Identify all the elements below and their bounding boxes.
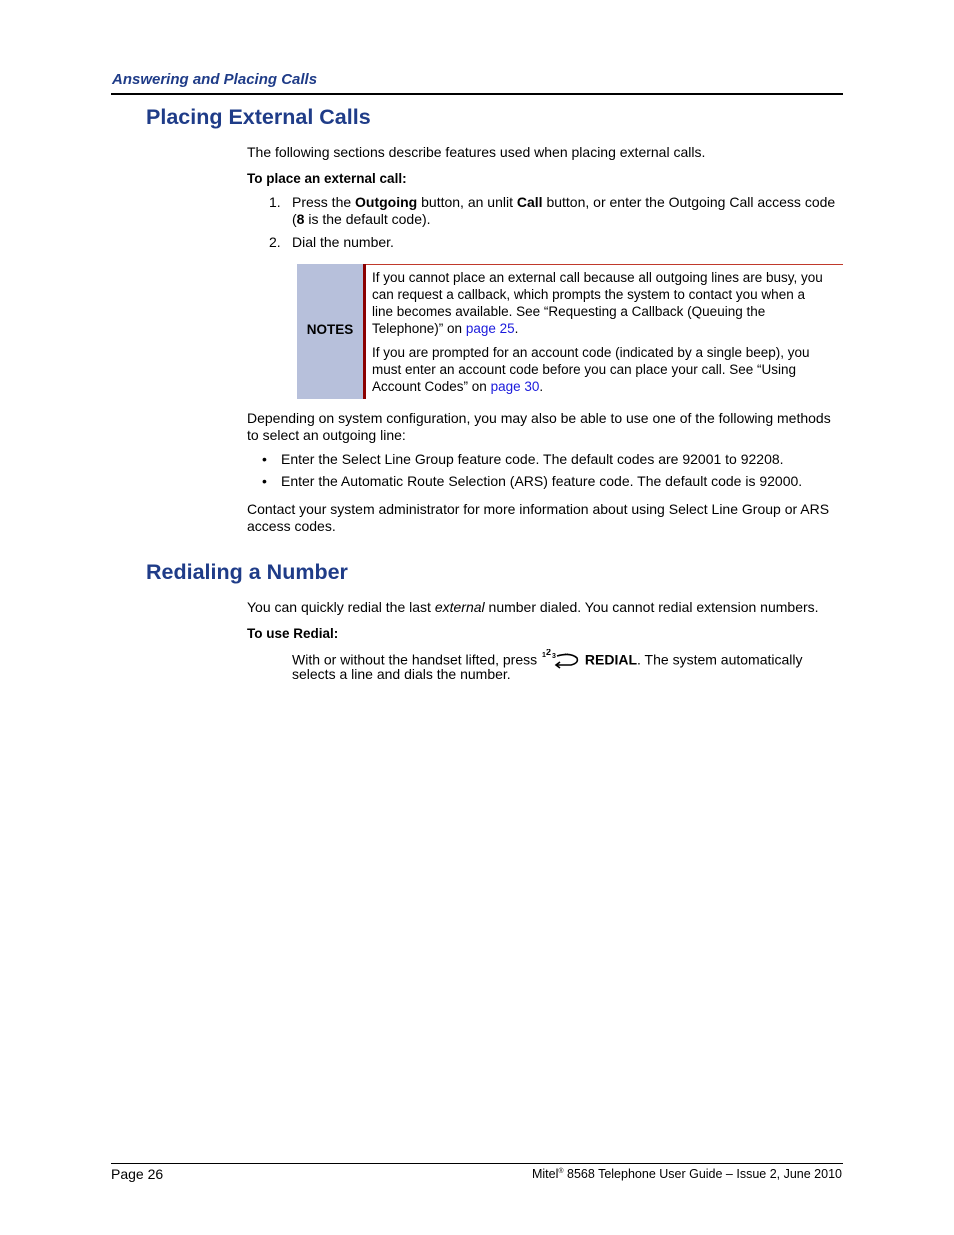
footer-title: Mitel® 8568 Telephone User Guide – Issue 2, June 2010 (531, 1167, 842, 1181)
footer-rule (111, 1163, 843, 1164)
svg-text:2: 2 (546, 649, 552, 657)
notes-label: NOTES (306, 322, 354, 337)
notes-divider (363, 264, 366, 399)
bullet-marker: • (262, 473, 267, 489)
note-1: If you cannot place an external call because all outgoing lines are busy, you can request a callback, which prompts the system to contact you when a line becomes available. See “Requesting a Callback (Queuing the Telephone)” on page 25. (372, 270, 823, 336)
svg-text:3: 3 (552, 653, 556, 660)
header-rule (111, 93, 843, 95)
section-title-placing-external-calls: Placing External Calls (146, 105, 371, 129)
step1-line1: Press the Outgoing button, an unlit Call button, or enter the Outgoing Call access code (292, 194, 836, 210)
link-page-30[interactable]: page 30 (490, 379, 540, 394)
running-head: Answering and Placing Calls (112, 71, 318, 88)
bullet-marker: • (262, 451, 267, 467)
step2-number: 2. (269, 234, 281, 250)
step2-text: Dial the number. (292, 234, 394, 250)
procedure-label-external-call: To place an external call: (247, 171, 407, 186)
svg-text:1: 1 (542, 652, 546, 659)
section2-intro: You can quickly redial the last external number dialed. You cannot redial extension numbers. (247, 599, 819, 615)
step1-line2: (8 is the default code). (292, 211, 431, 227)
section1-para3-line1: Contact your system administrator for more information about using Select Line Group or ARS (247, 501, 830, 517)
section-title-redialing: Redialing a Number (146, 560, 348, 584)
redial-step-line2: selects a line and dials the number. (292, 666, 511, 682)
page-number: Page 26 (111, 1166, 164, 1182)
section1-para2-line2: to select an outgoing line: (247, 427, 406, 443)
redial-step-line1: With or without the handset lifted, press 1 2 3 REDIAL. The system automatically (292, 649, 803, 673)
bullet-item: Enter the Automatic Route Selection (ARS) feature code. The default code is 92000. (281, 473, 803, 489)
redial-icon (541, 649, 581, 673)
note-2: If you are prompted for an account code (indicated by a single beep), you must enter an account code before you can place your call. See “Using Account Codes” on page 30. (372, 345, 810, 394)
notes-top-rule (365, 264, 843, 265)
link-page-25[interactable]: page 25 (465, 321, 515, 336)
bullet-item: Enter the Select Line Group feature code. The default codes are 92001 to 92208. (281, 451, 784, 467)
section1-intro: The following sections describe features used when placing external calls. (247, 144, 706, 160)
section1-para2-line1: Depending on system configuration, you may also be able to use one of the following methods (247, 410, 831, 426)
procedure-label-redial: To use Redial: (247, 626, 339, 641)
step1-number: 1. (269, 194, 281, 210)
section1-para3-line2: access codes. (247, 518, 336, 534)
